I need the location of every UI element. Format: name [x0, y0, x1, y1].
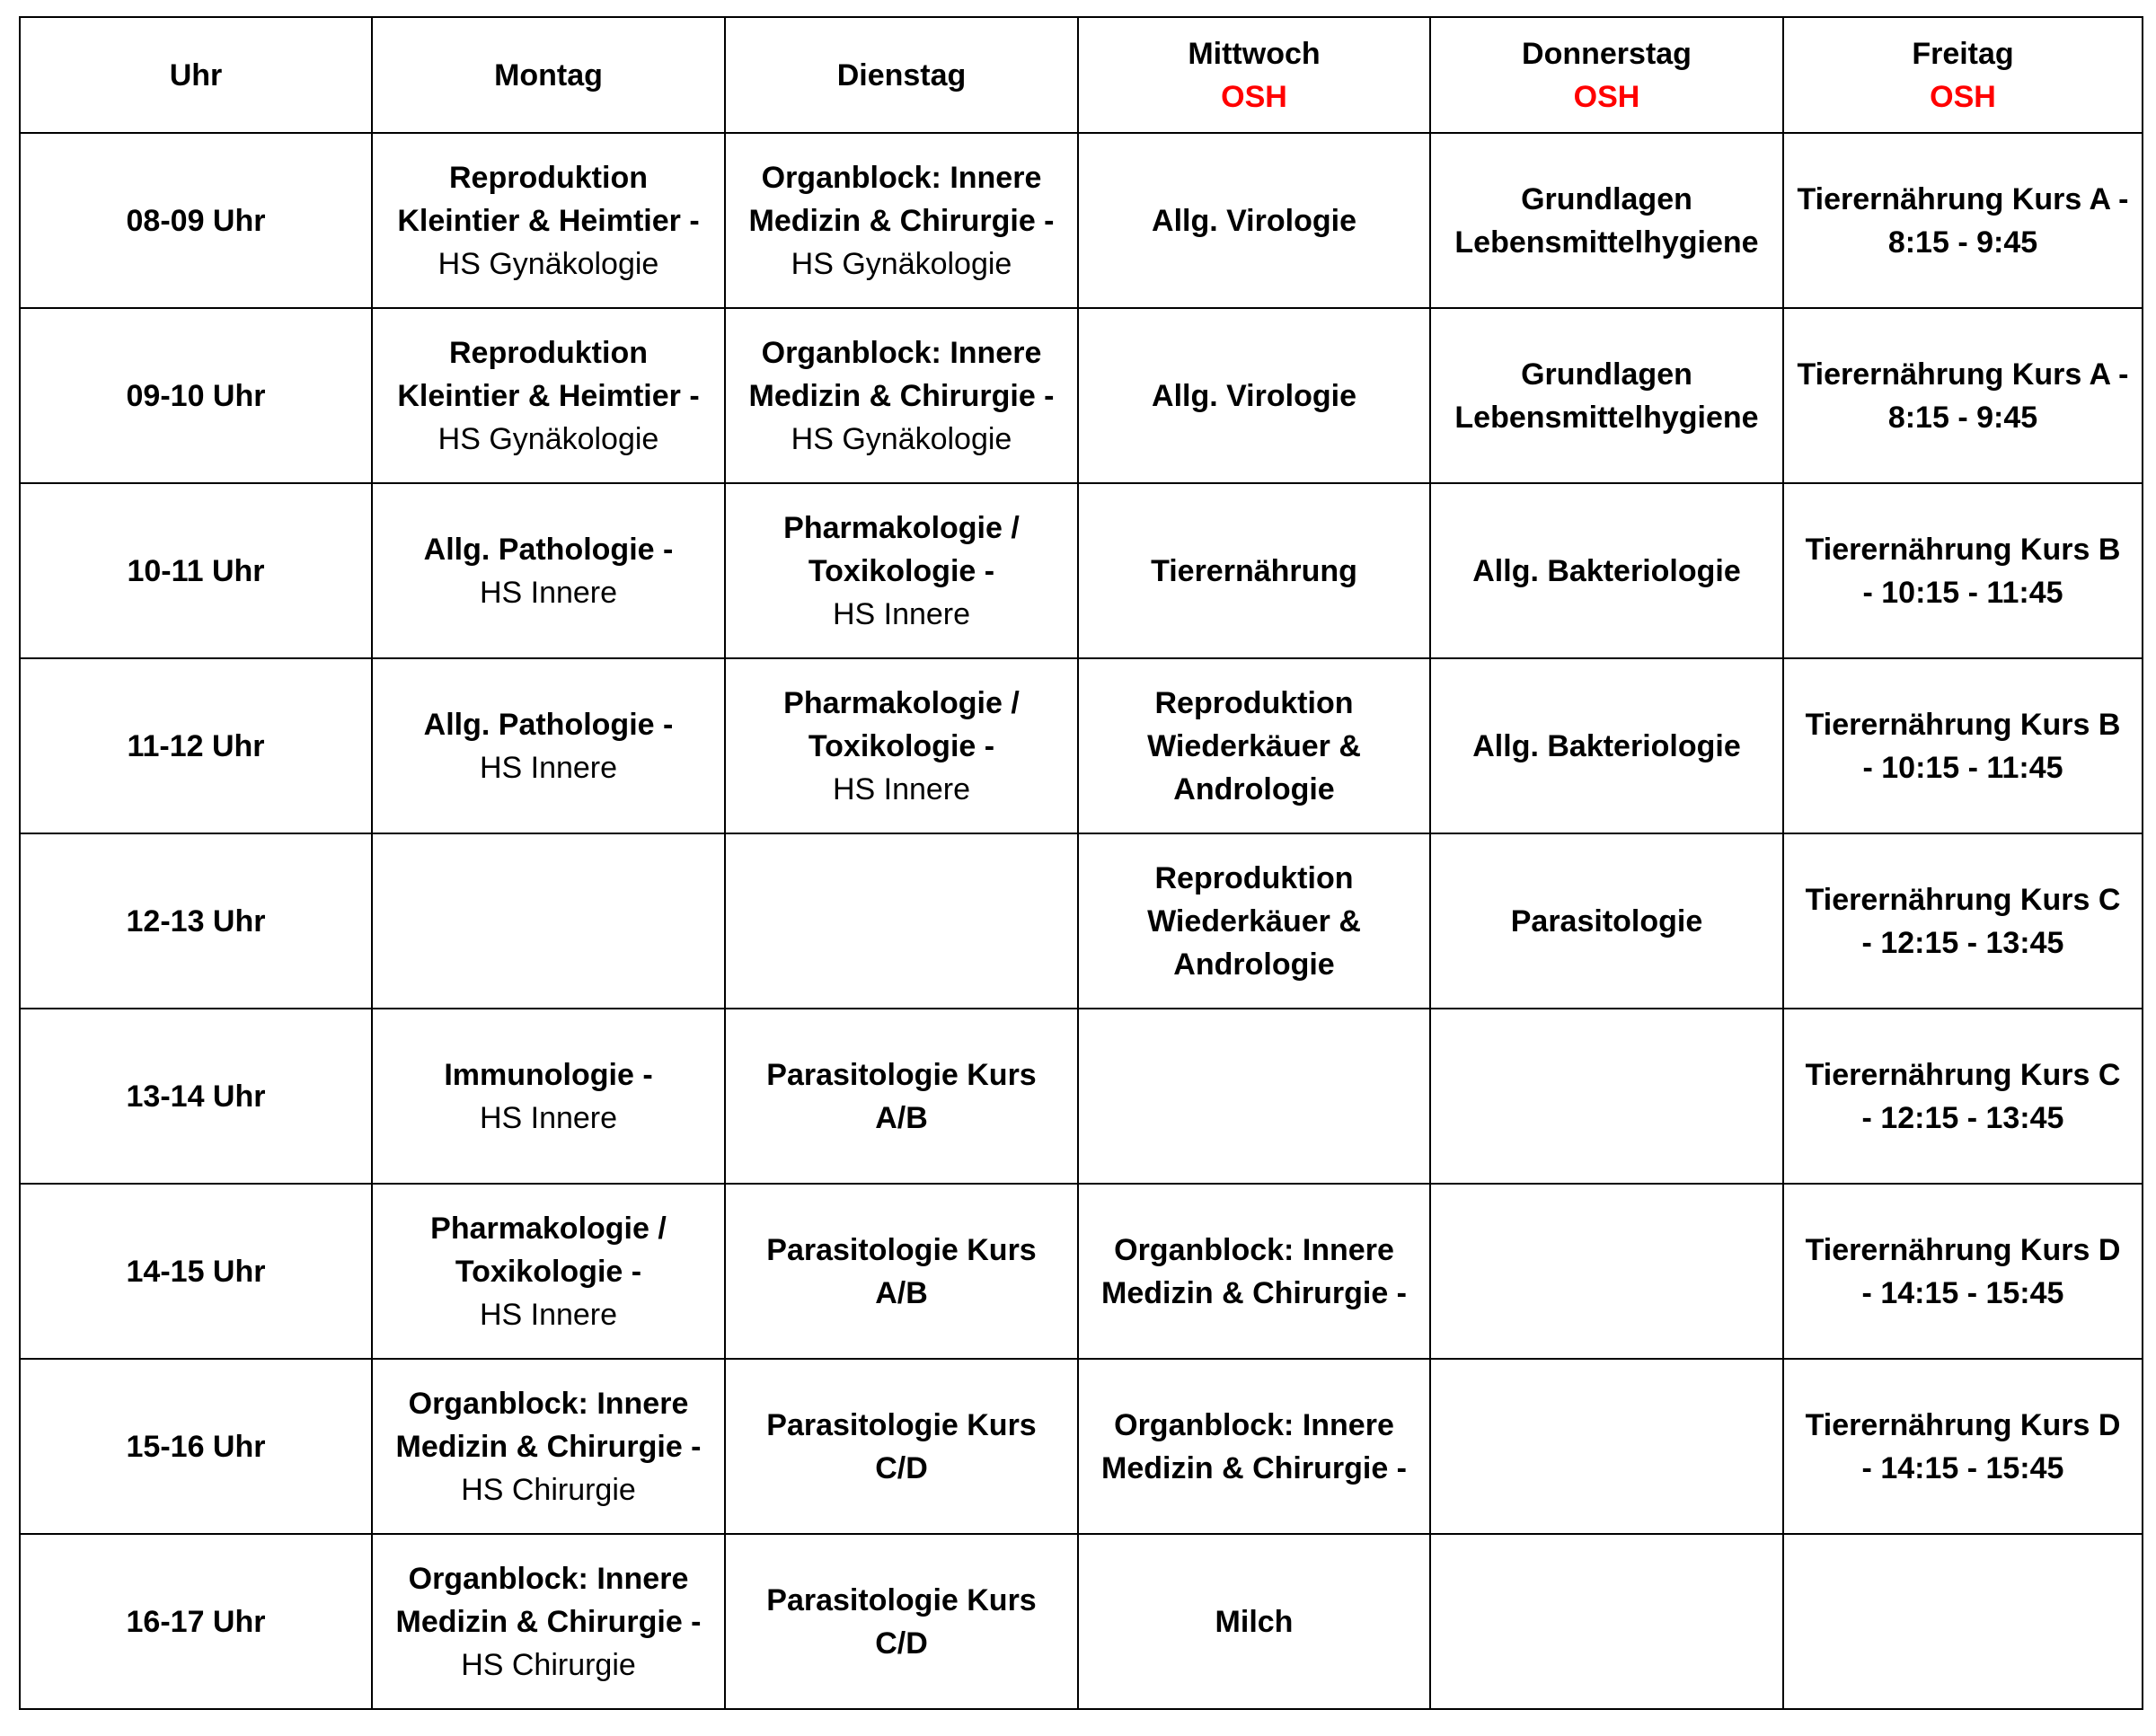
time-slot-label: 13-14 Uhr	[126, 1079, 266, 1114]
table-row	[20, 133, 2143, 308]
table-row	[20, 658, 2143, 833]
day-header-donnerstag	[1430, 17, 1783, 133]
course-title: Tierernährung Kurs C - 12:15 - 13:45	[1805, 882, 2121, 960]
time-slot-cell	[20, 483, 372, 658]
course-title: Tierernährung Kurs A - 8:15 - 9:45	[1797, 357, 2129, 435]
course-cell-donnerstag	[1430, 1359, 1783, 1534]
course-title: Allg. Pathologie -	[423, 707, 674, 742]
osh-label: OSH	[1221, 79, 1287, 114]
day-header-montag	[372, 17, 725, 133]
course-room: HS Innere	[479, 1100, 618, 1135]
table-row	[20, 1359, 2143, 1534]
course-cell-dienstag	[725, 483, 1078, 658]
course-cell-montag	[372, 1534, 725, 1709]
time-slot-cell	[20, 1184, 372, 1359]
day-name: Montag	[494, 57, 603, 93]
course-cell-freitag	[1783, 308, 2143, 483]
course-cell-freitag	[1783, 1184, 2143, 1359]
course-room: HS Innere	[832, 771, 971, 806]
day-name: Dienstag	[836, 57, 967, 93]
course-cell-donnerstag	[1430, 133, 1783, 308]
course-title: Reproduktion Kleintier & Heimtier -	[397, 160, 700, 238]
course-cell-mittwoch	[1078, 1359, 1430, 1534]
course-cell-dienstag	[725, 1184, 1078, 1359]
course-cell-donnerstag	[1430, 833, 1783, 1009]
course-cell-dienstag	[725, 1359, 1078, 1534]
course-title: Allg. Pathologie -	[423, 532, 674, 567]
course-cell-mittwoch	[1078, 1184, 1430, 1359]
course-cell-dienstag	[725, 1009, 1078, 1184]
time-column-header	[20, 17, 372, 133]
course-room: HS Gynäkologie	[791, 421, 1012, 456]
time-slot-label: 10-11 Uhr	[127, 553, 265, 588]
time-slot-cell	[20, 658, 372, 833]
course-title: Tierernährung Kurs B - 10:15 - 11:45	[1805, 532, 2121, 610]
course-cell-mittwoch	[1078, 483, 1430, 658]
time-slot-cell	[20, 133, 372, 308]
time-slot-label: 16-17 Uhr	[126, 1604, 266, 1639]
course-title: Reproduktion Wiederkäuer & Andrologie	[1147, 685, 1361, 806]
course-cell-montag	[372, 1184, 725, 1359]
day-header-freitag	[1783, 17, 2143, 133]
course-title: Parasitologie	[1510, 903, 1703, 938]
table-row	[20, 1009, 2143, 1184]
time-slot-cell	[20, 1359, 372, 1534]
day-name: Donnerstag	[1522, 36, 1692, 71]
course-title: Tierernährung Kurs D - 14:15 - 15:45	[1805, 1232, 2121, 1310]
osh-label: OSH	[1930, 79, 1996, 114]
course-title: Tierernährung Kurs D - 14:15 - 15:45	[1805, 1407, 2121, 1485]
course-title: Allg. Bakteriologie	[1472, 728, 1741, 763]
course-title: Allg. Virologie	[1152, 203, 1356, 238]
course-cell-freitag	[1783, 1009, 2143, 1184]
course-cell-dienstag	[725, 133, 1078, 308]
course-cell-donnerstag	[1430, 1534, 1783, 1709]
course-title: Pharmakologie / Toxikologie -	[783, 510, 1020, 588]
course-cell-donnerstag	[1430, 1009, 1783, 1184]
course-cell-freitag	[1783, 1534, 2143, 1709]
course-title: Organblock: Innere Medizin & Chirurgie -	[1101, 1407, 1407, 1485]
course-title: Organblock: Innere Medizin & Chirurgie -	[395, 1386, 702, 1464]
course-title: Immunologie -	[444, 1057, 653, 1092]
course-cell-montag	[372, 833, 725, 1009]
course-cell-dienstag	[725, 833, 1078, 1009]
time-slot-label: 09-10 Uhr	[126, 378, 266, 413]
course-room: HS Innere	[479, 1297, 618, 1332]
table-row	[20, 483, 2143, 658]
table-row	[20, 1534, 2143, 1709]
course-title: Allg. Bakteriologie	[1472, 553, 1741, 588]
course-title: Organblock: Innere Medizin & Chirurgie -	[748, 335, 1055, 413]
timetable-header	[20, 17, 2143, 133]
course-cell-montag	[372, 658, 725, 833]
course-cell-montag	[372, 483, 725, 658]
course-title: Reproduktion Wiederkäuer & Andrologie	[1147, 860, 1361, 982]
course-cell-mittwoch	[1078, 658, 1430, 833]
course-room: HS Innere	[832, 596, 971, 631]
course-cell-montag	[372, 308, 725, 483]
course-title: Parasitologie Kurs A/B	[766, 1057, 1037, 1135]
course-cell-donnerstag	[1430, 658, 1783, 833]
course-cell-freitag	[1783, 1359, 2143, 1534]
course-title: Organblock: Innere Medizin & Chirurgie -	[395, 1561, 702, 1639]
course-title: Parasitologie Kurs A/B	[766, 1232, 1037, 1310]
day-name: Freitag	[1912, 36, 2014, 71]
course-title: Reproduktion Kleintier & Heimtier -	[397, 335, 700, 413]
time-slot-label: 15-16 Uhr	[126, 1429, 266, 1464]
course-title: Parasitologie Kurs C/D	[766, 1582, 1037, 1661]
course-cell-donnerstag	[1430, 308, 1783, 483]
course-cell-mittwoch	[1078, 1534, 1430, 1709]
course-cell-montag	[372, 1009, 725, 1184]
header-row	[20, 17, 2143, 133]
course-title: Grundlagen Lebensmittelhygiene	[1454, 357, 1759, 435]
course-room: HS Chirurgie	[461, 1472, 636, 1507]
course-cell-montag	[372, 1359, 725, 1534]
course-cell-mittwoch	[1078, 1009, 1430, 1184]
course-room: HS Innere	[479, 750, 618, 785]
course-title: Tierernährung Kurs C - 12:15 - 13:45	[1805, 1057, 2121, 1135]
course-cell-dienstag	[725, 658, 1078, 833]
table-row	[20, 1184, 2143, 1359]
course-room: HS Gynäkologie	[791, 246, 1012, 281]
course-cell-freitag	[1783, 133, 2143, 308]
day-header-mittwoch	[1078, 17, 1430, 133]
time-slot-cell	[20, 833, 372, 1009]
time-slot-cell	[20, 1534, 372, 1709]
course-cell-donnerstag	[1430, 483, 1783, 658]
timetable-body	[20, 133, 2143, 1709]
day-header-dienstag	[725, 17, 1078, 133]
course-cell-mittwoch	[1078, 133, 1430, 308]
time-slot-cell	[20, 308, 372, 483]
time-slot-label: 12-13 Uhr	[126, 903, 266, 938]
course-cell-montag	[372, 133, 725, 308]
course-title: Pharmakologie / Toxikologie -	[430, 1211, 667, 1289]
course-room: HS Gynäkologie	[437, 421, 659, 456]
course-title: Tierernährung Kurs A - 8:15 - 9:45	[1797, 181, 2129, 260]
day-name: Mittwoch	[1188, 36, 1321, 71]
course-cell-mittwoch	[1078, 833, 1430, 1009]
course-cell-freitag	[1783, 833, 2143, 1009]
course-title: Parasitologie Kurs C/D	[766, 1407, 1037, 1485]
course-title: Tierernährung	[1151, 553, 1357, 588]
time-slot-label: 08-09 Uhr	[126, 203, 266, 238]
osh-label: OSH	[1573, 79, 1640, 114]
course-room: HS Chirurgie	[461, 1647, 636, 1682]
table-row	[20, 833, 2143, 1009]
weekly-timetable	[19, 16, 2143, 1710]
table-row	[20, 308, 2143, 483]
course-cell-donnerstag	[1430, 1184, 1783, 1359]
course-cell-freitag	[1783, 483, 2143, 658]
time-slot-label: 14-15 Uhr	[126, 1254, 266, 1289]
course-title: Organblock: Innere Medizin & Chirurgie -	[748, 160, 1055, 238]
course-cell-mittwoch	[1078, 308, 1430, 483]
course-cell-freitag	[1783, 658, 2143, 833]
course-cell-dienstag	[725, 308, 1078, 483]
course-title: Pharmakologie / Toxikologie -	[783, 685, 1020, 763]
time-slot-label: 11-12 Uhr	[127, 728, 265, 763]
course-title: Grundlagen Lebensmittelhygiene	[1454, 181, 1759, 260]
course-room: HS Gynäkologie	[437, 246, 659, 281]
course-cell-dienstag	[725, 1534, 1078, 1709]
course-title: Organblock: Innere Medizin & Chirurgie -	[1101, 1232, 1407, 1310]
course-room: HS Innere	[479, 575, 618, 610]
course-title: Tierernährung Kurs B - 10:15 - 11:45	[1805, 707, 2121, 785]
course-title: Allg. Virologie	[1152, 378, 1356, 413]
time-header-label: Uhr	[169, 57, 223, 93]
course-title: Milch	[1215, 1604, 1294, 1639]
time-slot-cell	[20, 1009, 372, 1184]
